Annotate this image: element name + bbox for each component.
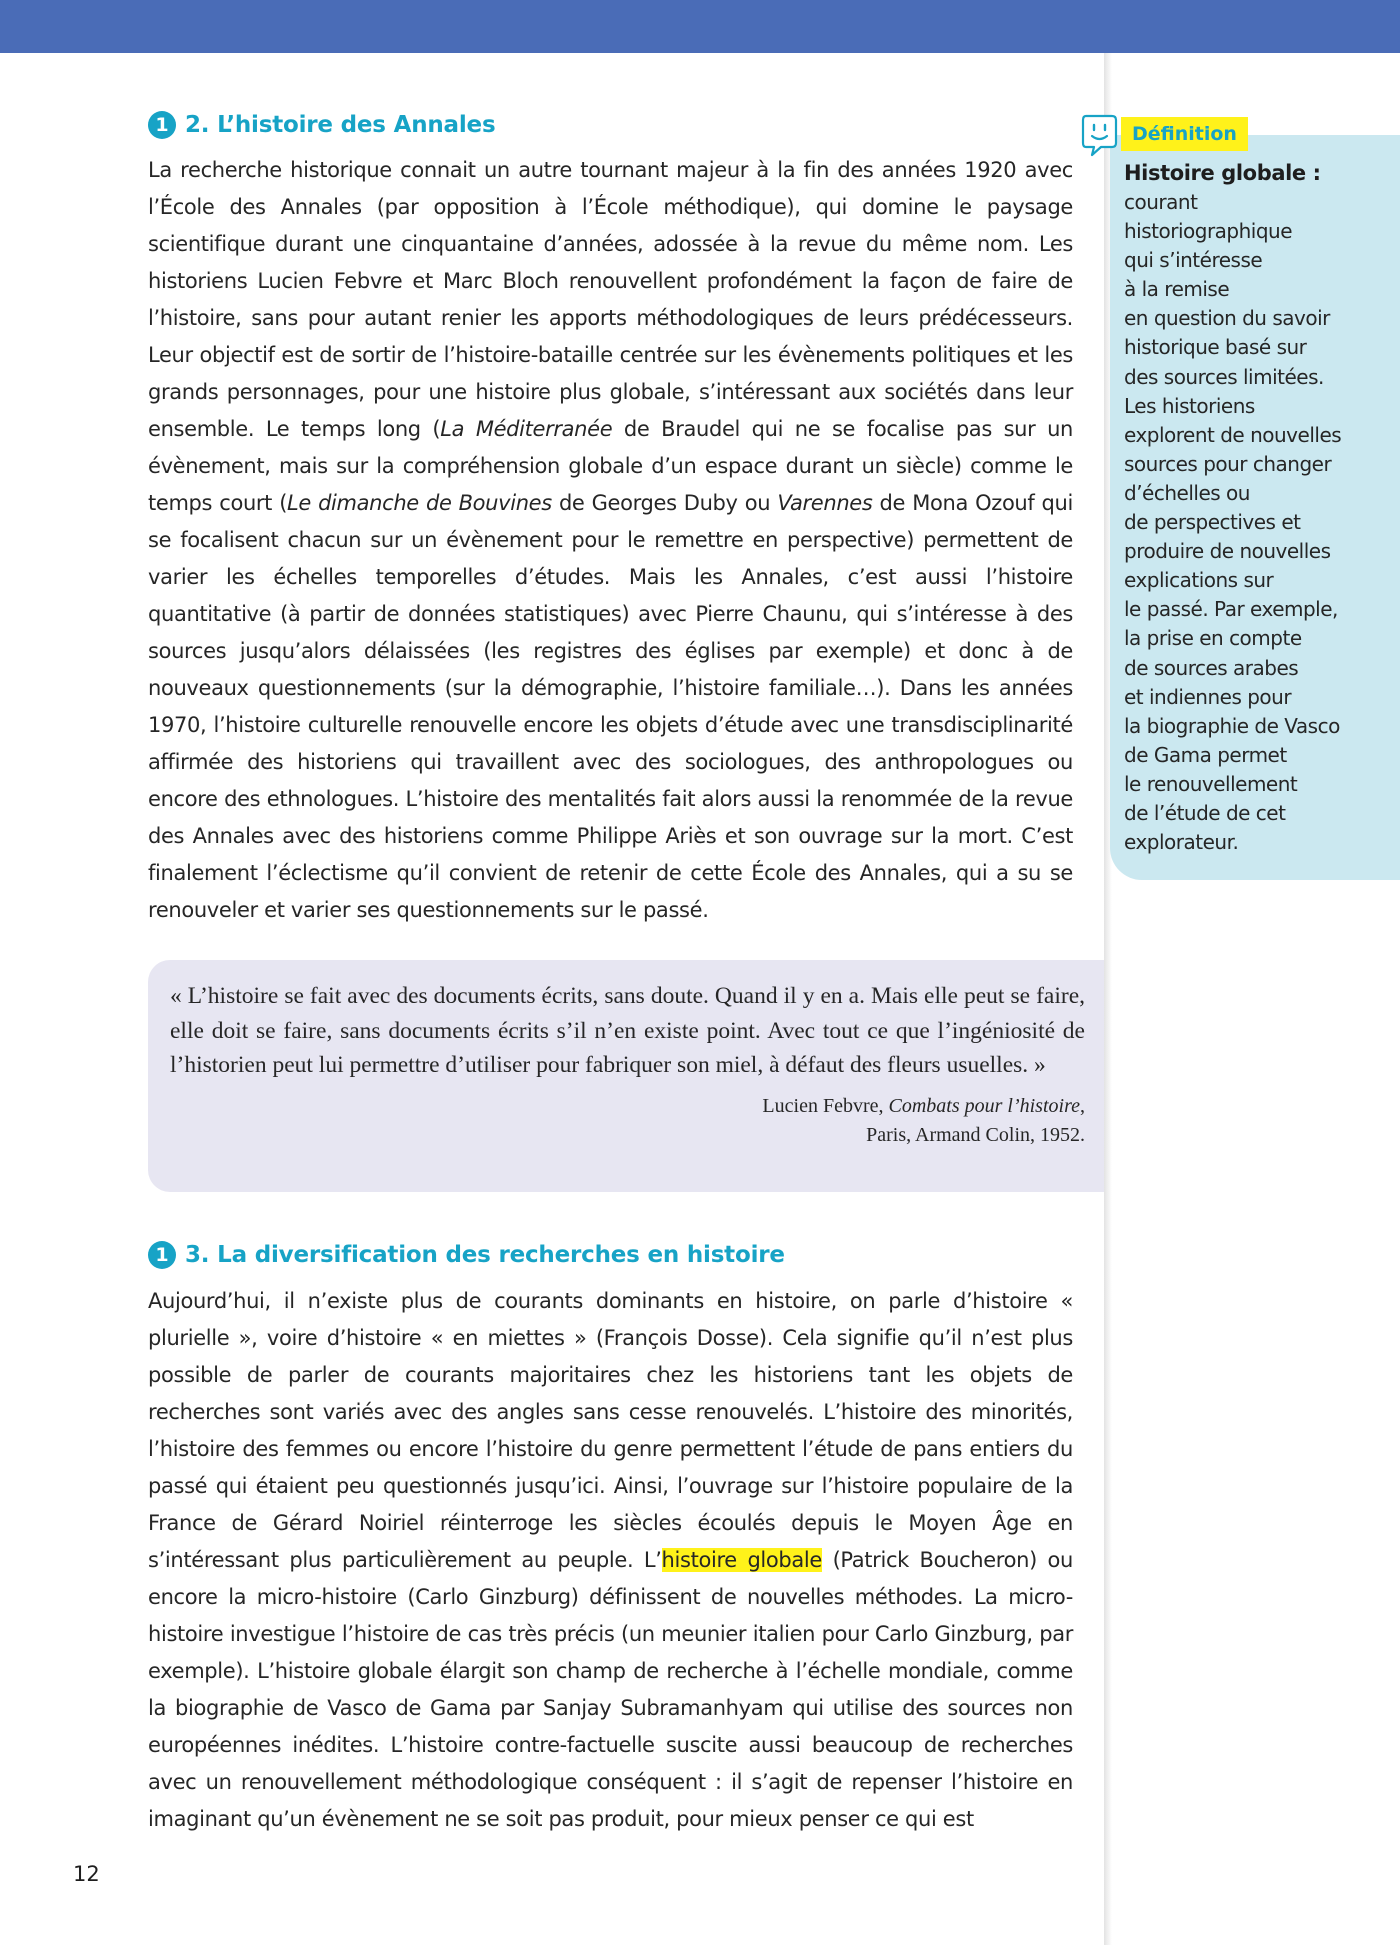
definition-line: la biographie de Vasco — [1124, 713, 1340, 738]
section-2-number-badge: 1 — [148, 111, 176, 139]
definition-line: et indiennes pour — [1124, 684, 1292, 709]
definition-line: le renouvellement — [1124, 771, 1298, 796]
definition-line: Les historiens — [1124, 393, 1255, 418]
definition-line: d’échelles ou — [1124, 480, 1250, 505]
section-3-number-badge: 1 — [148, 1241, 176, 1269]
section-2-text-3: de Georges Duby ou — [551, 491, 778, 515]
definition-line: explorateur. — [1124, 830, 1239, 855]
section-2-text-2: de Braudel qui ne se focalise pas sur un évènement, mais sur la compréhension globale d’un espace durant un siècle) comme le temps court ( — [148, 417, 1074, 515]
section-2-title: 2. L’histoire des Annales — [185, 112, 496, 138]
definition-line: sources pour changer — [1124, 451, 1332, 476]
definition-line: de Gama permet — [1124, 742, 1287, 767]
definition-line: historique basé sur — [1124, 335, 1307, 360]
definition-line: à la remise — [1124, 277, 1230, 302]
top-color-band — [0, 0, 1400, 53]
section-3-text-1: Aujourd’hui, il n’existe plus de courants dominants en histoire, on parle d’histoire « plurielle », voire d’histoire « en miettes » (François Dosse). Cela signifie qu’il n’est plus possible de parler de courants majoritaires chez les historiens tant les objets de recherches sont variés avec des angles sans cesse renouvelés. L’histoire des minorités, l’histoire des femmes ou encore l’histoire du genre permettent l’étude de pans entiers du passé qui étaient peu questionnés jusqu’ici. Ainsi, l’ouvrage sur l’histoire populaire de la France de Gérard Noiriel réinterroge les siècles écoulés depuis le Moyen Âge en s’intéressant plus particulièrement au peuple. L’ — [148, 1289, 1073, 1572]
section-2-heading — [148, 108, 495, 142]
book-title-varennes: Varennes — [777, 491, 873, 515]
section-3-title: 3. La diversification des recherches en histoire — [185, 1242, 785, 1268]
book-title-bouvines: Le dimanche de Bouvines — [287, 491, 552, 515]
definition-line: la prise en compte — [1124, 626, 1302, 651]
quote-source — [170, 1092, 1085, 1150]
definition-text — [1124, 188, 1390, 857]
section-3-heading — [148, 1238, 785, 1272]
section-3-text-2: (Patrick Boucheron) ou encore la micro-histoire (Carlo Ginzburg) définissent de nouvelles méthodes. La micro-histoire investigue l’histoire de cas très précis (un meunier italien pour Carlo Ginzburg, par exemple). L’histoire globale élargit son champ de recherche à l’échelle mondiale, comme la biographie de Vasco de Gama par Sanjay Subramanhyam qui utilise des sources non européennes inédites. L’histoire contre-factuelle suscite aussi beaucoup de recherches avec un renouvellement méthodologique conséquent : il s’agit de repenser l’histoire en imaginant qu’un évènement ne se soit pas produit, pour mieux penser ce qui est — [148, 1548, 1073, 1831]
quote-author: Lucien Febvre, — [762, 1094, 889, 1117]
definition-line: le passé. Par exemple, — [1124, 597, 1338, 622]
quote-text: « L’histoire se fait avec des documents écrits, sans doute. Quand il y en a. Mais elle peut se faire, elle doit se faire, sans documents écrits s’il n’en existe point. Avec tout ce que l’ingéniosité de l’historien peut lui permettre d’utiliser pour fabriquer son miel, à défaut des fleurs usuelles. » — [170, 983, 1085, 1078]
quote-work-title: Combats pour l’histoire — [888, 1094, 1080, 1117]
speech-bubble-smile-icon — [1081, 113, 1119, 159]
definition-line: en question du savoir — [1124, 306, 1330, 331]
definition-tag: Définition — [1121, 117, 1248, 151]
definition-term: Histoire globale : — [1124, 161, 1321, 185]
definition-line: des sources limitées. — [1124, 364, 1324, 389]
quote-box — [148, 960, 1105, 1192]
section-2-text-4: de Mona Ozouf qui se focalisent chacun sur un évènement pour le remettre en perspective) permettent de varier les échelles temporelles d’études. Mais les Annales, c’est aussi l’histoire quantitative (à partir de données statistiques) avec Pierre Chaunu, qui s’intéresse à des sources jusqu’alors délaissées (les registres des églises par exemple) et donc à de nouveaux questionnements (sur la démographie, l’histoire familiale…). Dans les années 1970, l’histoire culturelle renouvelle encore les objets d’étude avec une transdisciplinarité affirmée des historiens qui travaillent avec des sociologues, des anthropologues ou encore des ethnologues. L’histoire des mentalités fait alors aussi la renommée de la revue des Annales avec des historiens comme Philippe Ariès et son ouvrage sur la mort. C’est finalement l’éclectisme qu’il convient de retenir de cette École des Annales, qui a su se renouveler et varier ses questionnements sur le passé. — [148, 491, 1073, 922]
section-2-text-1: La recherche historique connait un autre tournant majeur à la fin des années 1920 avec l’École des Annales (par opposition à l’École méthodique), qui domine le paysage scientifique durant une cinquantaine d’années, adossée à la revue du même nom. Les historiens Lucien Febvre et Marc Bloch renouvellent profondément la façon de faire de l’histoire, sans pour autant renier les apports méthodologiques de leurs prédécesseurs. Leur objectif est de sortir de l’histoire-bataille centrée sur les évènements politiques et les grands personnages, pour une histoire plus globale, s’intéressant aux sociétés dans leur ensemble. Le temps long ( — [148, 158, 1073, 441]
section-3-paragraph — [148, 1283, 1073, 1838]
quote-publisher: Paris, Armand Colin, 1952. — [866, 1123, 1085, 1146]
definition-box — [1110, 135, 1400, 880]
section-2-paragraph — [148, 152, 1073, 929]
definition-line: explorent de nouvelles — [1124, 422, 1342, 447]
section-3-body — [148, 1283, 1073, 1838]
book-title-mediterranee: La Méditerranée — [440, 417, 613, 441]
page-number: 12 — [73, 1862, 100, 1886]
definition-line: courant — [1124, 190, 1198, 214]
definition-line: historiographique — [1124, 219, 1293, 244]
definition-line: produire de nouvelles — [1124, 539, 1331, 564]
definition-line: de perspectives et — [1124, 510, 1301, 535]
quote-comma: , — [1080, 1094, 1085, 1117]
definition-line: de l’étude de cet — [1124, 800, 1286, 825]
definition-line: qui s’intéresse — [1124, 248, 1263, 273]
definition-line: de sources arabes — [1124, 655, 1299, 680]
highlighted-term: histoire globale — [661, 1548, 822, 1572]
definition-line: explications sur — [1124, 568, 1274, 593]
section-2-body — [148, 152, 1073, 929]
